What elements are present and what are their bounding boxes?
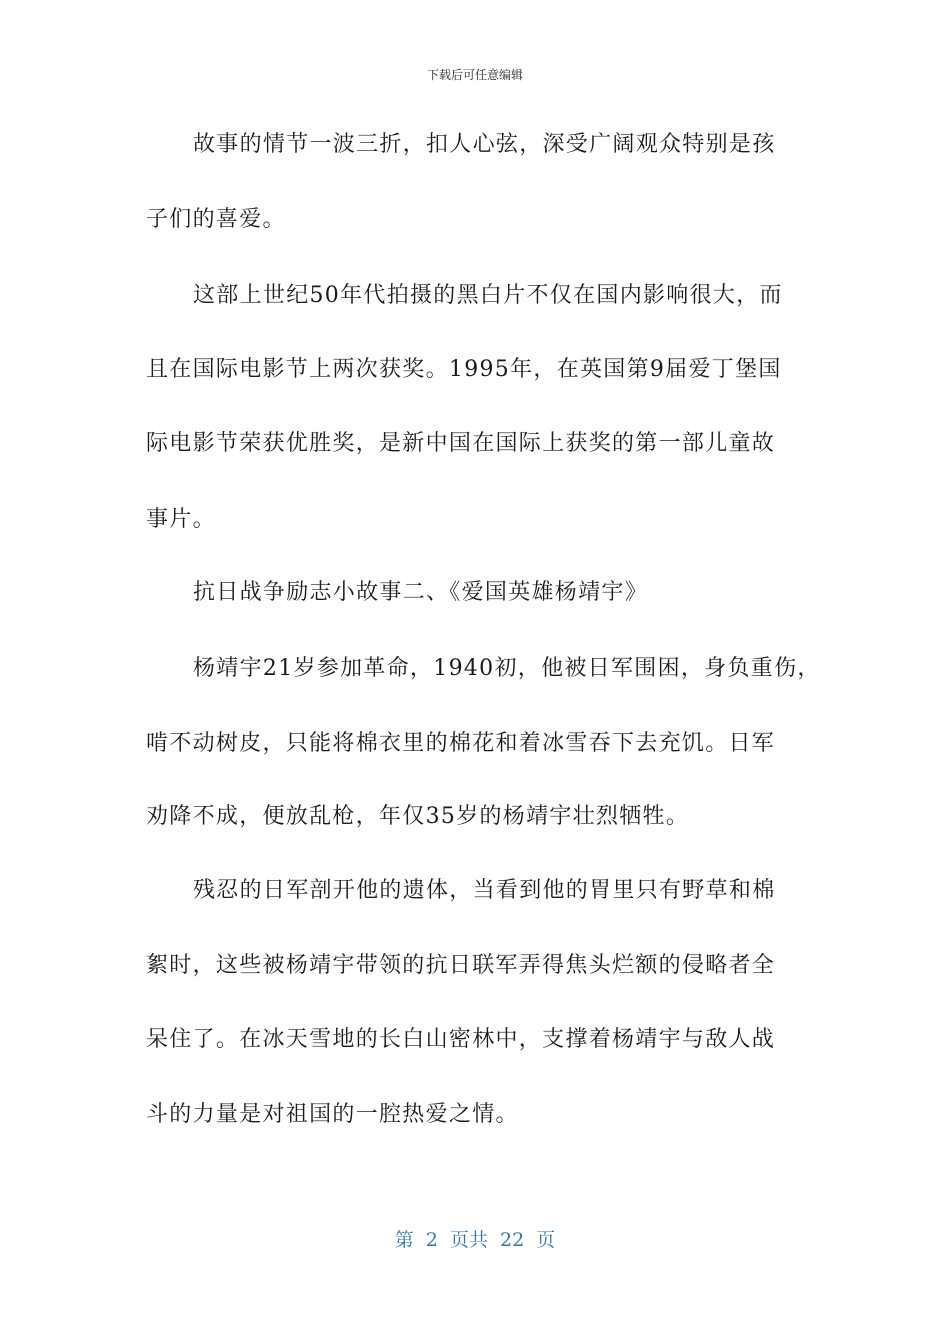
text-line: 际电影节荣获优胜奖，是新中国在国际上获奖的第一部儿童故 <box>146 431 776 456</box>
text-line: 这部上世纪50年代拍摄的黑白片不仅在国内影响很大，而 <box>193 283 783 308</box>
text-line: 呆住了。在冰天雪地的长白山密林中，支撑着杨靖宇与敌人战 <box>146 1027 776 1052</box>
text-line: 且在国际电影节上两次获奖。1995年，在英国第9届爱丁堡国 <box>146 357 782 382</box>
text-line: 子们的喜爱。 <box>146 207 286 232</box>
section-heading: 抗日战争励志小故事二、《爱国英雄杨靖宇》 <box>193 580 649 605</box>
page-header: 下载后可任意编辑 <box>426 68 523 82</box>
text-line: 杨靖宇21岁参加革命，1940初，他被日军围困，身负重伤， <box>193 656 821 681</box>
text-line: 斗的力量是对祖国的一腔热爱之情。 <box>146 1102 519 1127</box>
text-line: 劝降不成，便放乱枪，年仅35岁的杨靖宇壮烈牺牲。 <box>146 804 690 829</box>
text-line: 故事的情节一波三折，扣人心弦，深受广阔观众特别是孩 <box>193 132 776 157</box>
text-line: 絮时，这些被杨靖宇带领的抗日联军弄得焦头烂额的侵略者全 <box>146 953 776 978</box>
text-line: 啃不动树皮，只能将棉衣里的棉花和着冰雪吞下去充饥。日军 <box>146 731 776 756</box>
page-number-footer: 第 2 页共 22 页 <box>394 1229 556 1251</box>
text-line: 事片。 <box>146 507 216 532</box>
text-line: 残忍的日军剖开他的遗体，当看到他的胃里只有野草和棉 <box>193 878 776 903</box>
